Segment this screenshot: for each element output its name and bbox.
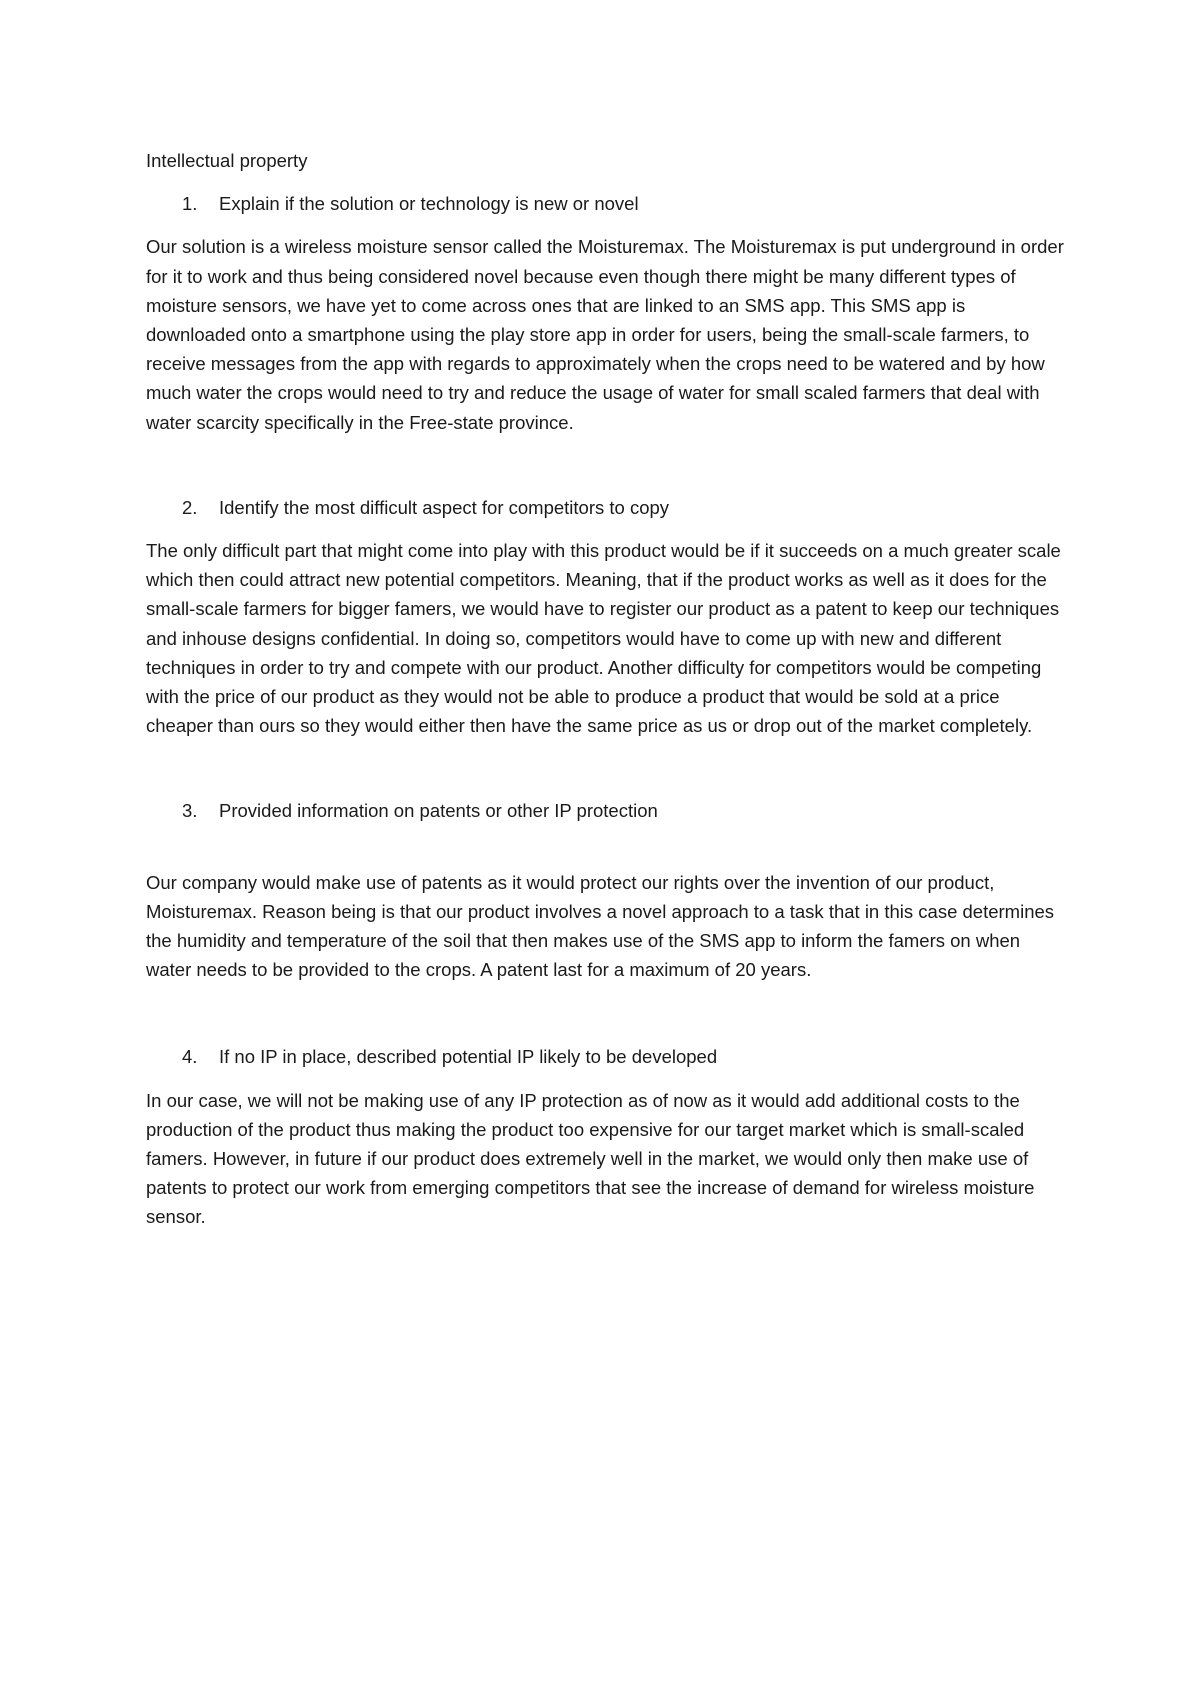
section-3 <box>146 796 1066 984</box>
section-4 <box>146 1042 1066 1231</box>
section-heading-text: Identify the most difficult aspect for competitors to copy <box>219 496 670 518</box>
section-1 <box>146 189 1066 437</box>
spacer <box>146 740 1066 796</box>
section-heading-text: Explain if the solution or technology is new or novel <box>219 193 639 215</box>
section-heading <box>146 189 1066 218</box>
section-number: 2. <box>182 496 198 518</box>
section-heading-text: Provided information on patents or other IP protection <box>219 800 658 822</box>
section-heading <box>146 493 1066 522</box>
section-heading <box>146 796 1066 825</box>
section-2 <box>146 493 1066 741</box>
section-number: 4. <box>182 1046 198 1068</box>
section-heading <box>146 1042 1066 1071</box>
section-paragraph: Our company would make use of patents as it would protect our rights over the invention of our product, Moisturemax. Reason being is that our product involves a novel approach to a task that in this case determines the humidity and temperature of the soil that then makes use of the SMS app to inform the famers on when water needs to be provided to the crops. A patent last for a maximum of 20 years. <box>146 871 1055 981</box>
document-title: Intellectual property <box>146 150 308 171</box>
spacer <box>146 437 1066 493</box>
section-number: 3. <box>182 800 198 822</box>
section-number: 1. <box>182 193 198 215</box>
spacer <box>146 840 1066 868</box>
section-paragraph: In our case, we will not be making use of any IP protection as of now as it would add additional costs to the production of the product thus making the product too expensive for our target market which is small-scaled famers. However, in future if our product does extremely well in the market, we would only then make use of patents to protect our work from emerging competitors that see the increase of demand for wireless moisture sensor. <box>146 1089 1035 1228</box>
spacer <box>146 984 1066 1042</box>
section-paragraph: Our solution is a wireless moisture sensor called the Moisturemax. The Moisturemax is put underground in order for it to work and thus being considered novel because even though there might be many different types of moisture sensors, we have yet to come across ones that are linked to an SMS app. This SMS app is downloaded onto a smartphone using the play store app in order for users, being the small-scale farmers, to receive messages from the app with regards to approximately when the crops need to be watered and by how much water the crops would need to try and reduce the usage of water for small scaled farmers that deal with water scarcity specifically in the Free-state province. <box>146 236 1064 433</box>
section-paragraph: The only difficult part that might come into play with this product would be if it succeeds on a much greater scale which then could attract new potential competitors. Meaning, that if the product works as well as it does for the small-scale farmers for bigger famers, we would have to register our product as a patent to keep our techniques and inhouse designs confidential. In doing so, competitors would have to come up with new and different techniques in order to try and compete with our product. Another difficulty for competitors would be competing with the price of our product as they would not be able to produce a product that would be sold at a price cheaper than ours so they would either then have the same price as us or drop out of the market completely. <box>146 540 1061 737</box>
document-content <box>146 146 1066 1232</box>
section-heading-text: If no IP in place, described potential IP likely to be developed <box>219 1046 718 1068</box>
